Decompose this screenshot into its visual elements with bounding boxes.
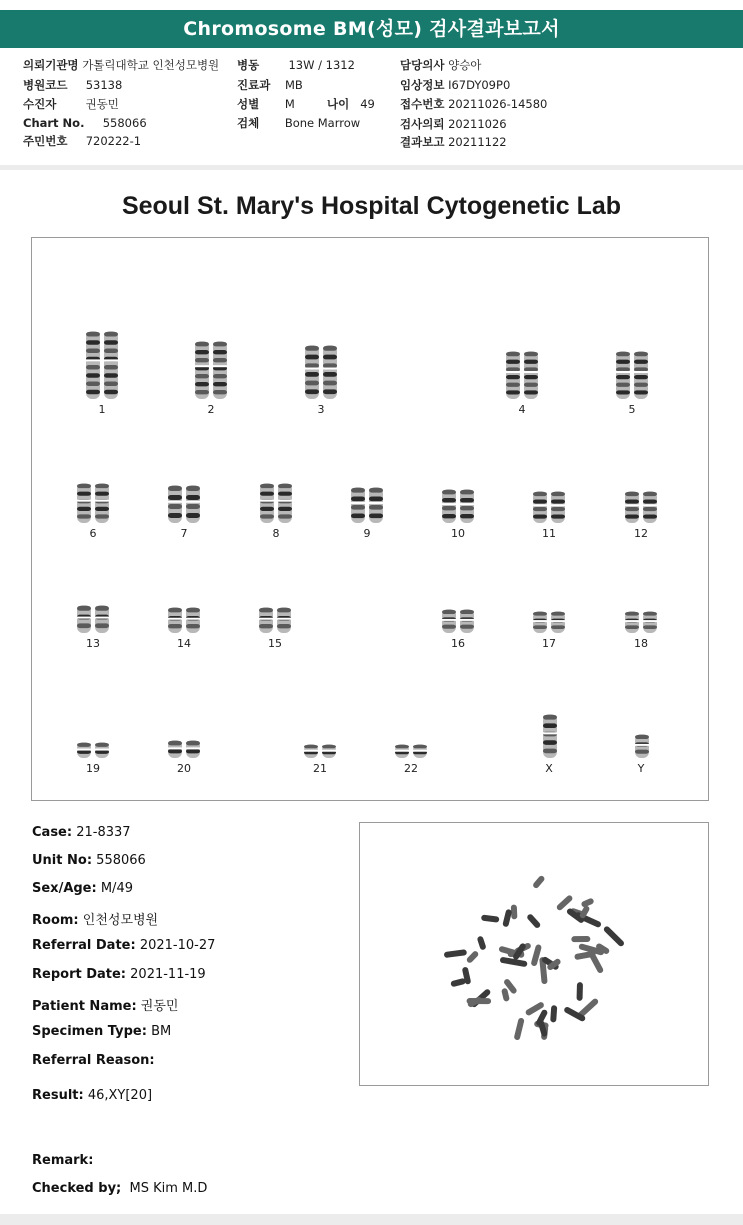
metaphase-chromosome bbox=[532, 875, 546, 890]
metaphase-chromosome bbox=[477, 935, 487, 950]
metaphase-chromosome bbox=[501, 988, 510, 1002]
field-patient-name: Patient Name: 권동민 bbox=[32, 999, 179, 1014]
chromosome-pair-5 bbox=[612, 350, 652, 400]
chromosome-pair-2 bbox=[191, 340, 231, 400]
field-room: Room: 인천성모병원 bbox=[32, 913, 159, 928]
chromosome-label-13: 13 bbox=[86, 637, 100, 650]
chromosome-label-4: 4 bbox=[518, 403, 526, 416]
chromosome-pair-13 bbox=[73, 604, 113, 634]
metaphase-chromosome bbox=[603, 925, 626, 947]
metaphase-spread bbox=[360, 823, 708, 1085]
info-request-date: 검사의뢰 20211026 bbox=[400, 117, 507, 131]
chromosome-label-19: 19 bbox=[86, 762, 100, 775]
metaphase-chromosome bbox=[466, 950, 480, 964]
report-title: Chromosome BM(성모) 검사결과보고서 bbox=[183, 18, 560, 40]
section-divider bbox=[0, 165, 743, 170]
chromosome-pair-4 bbox=[502, 350, 542, 400]
chromosome-label-8: 8 bbox=[272, 527, 280, 540]
lab-title: Seoul St. Mary's Hospital Cytogenetic Lab bbox=[121, 192, 622, 220]
chromosome-label-X: X bbox=[545, 762, 553, 775]
field-remark: Remark: bbox=[32, 1153, 94, 1168]
chromosome-label-2: 2 bbox=[207, 403, 215, 416]
field-specimen-type: Specimen Type: BM bbox=[32, 1024, 172, 1039]
info-ward: 병동 13W / 1312 bbox=[237, 58, 355, 72]
chromosome-pair-X bbox=[539, 713, 559, 759]
chromosome-pair-18 bbox=[621, 610, 661, 634]
chromosome-label-3: 3 bbox=[317, 403, 325, 416]
chromosome-pair-Y bbox=[631, 733, 651, 759]
chromosome-pair-3 bbox=[301, 344, 341, 400]
info-age: 나이 49 bbox=[327, 97, 375, 111]
chromosome-pair-14 bbox=[164, 606, 204, 634]
chromosome-pair-21 bbox=[300, 743, 340, 759]
chromosome-label-14: 14 bbox=[177, 637, 191, 650]
field-result: Result: 46,XY[20] bbox=[32, 1088, 153, 1103]
field-sex-age: Sex/Age: M/49 bbox=[32, 881, 133, 896]
chromosome-label-18: 18 bbox=[634, 637, 648, 650]
karyotype-panel bbox=[31, 237, 709, 801]
metaphase-chromosome bbox=[444, 949, 467, 958]
chromosome-pair-16 bbox=[438, 608, 478, 634]
metaphase-chromosome bbox=[526, 913, 541, 929]
metaphase-chromosome bbox=[502, 909, 512, 928]
chromosome-label-17: 17 bbox=[542, 637, 556, 650]
metaphase-chromosome bbox=[550, 1005, 557, 1022]
footer-band bbox=[0, 1214, 743, 1225]
info-clinical: 임상정보 I67DY09P0 bbox=[400, 78, 511, 92]
chromosome-label-10: 10 bbox=[451, 527, 465, 540]
metaphase-chromosome bbox=[450, 978, 466, 988]
field-case: Case: 21-8337 bbox=[32, 825, 131, 840]
chromosome-label-22: 22 bbox=[404, 762, 418, 775]
field-referral-date: Referral Date: 2021-10-27 bbox=[32, 938, 216, 953]
metaphase-chromosome bbox=[514, 1017, 525, 1040]
chromosome-label-6: 6 bbox=[89, 527, 97, 540]
chromosome-pair-17 bbox=[529, 610, 569, 634]
metaphase-image bbox=[359, 822, 709, 1086]
chromosome-pair-12 bbox=[621, 490, 661, 524]
chromosome-pair-11 bbox=[529, 490, 569, 524]
chromosome-label-7: 7 bbox=[180, 527, 188, 540]
metaphase-chromosome bbox=[481, 915, 500, 923]
info-department: 진료과 MB bbox=[237, 78, 303, 92]
info-chart-no: Chart No. 558066 bbox=[23, 116, 147, 130]
chromosome-pair-1 bbox=[82, 330, 122, 400]
chromosome-label-12: 12 bbox=[634, 527, 648, 540]
metaphase-chromosome bbox=[511, 904, 518, 919]
chromosome-pair-15 bbox=[255, 606, 295, 634]
info-report-date: 결과보고 20211122 bbox=[400, 135, 507, 149]
info-doctor: 담당의사 양승아 bbox=[400, 58, 482, 72]
chromosome-pair-7 bbox=[164, 484, 204, 524]
metaphase-chromosome bbox=[571, 936, 590, 942]
chromosome-pair-9 bbox=[347, 486, 387, 524]
field-checked-by: Checked by; MS Kim M.D bbox=[32, 1181, 208, 1196]
chromosome-pair-20 bbox=[164, 739, 204, 759]
field-referral-reason: Referral Reason: bbox=[32, 1053, 155, 1068]
chromosome-pair-8 bbox=[256, 482, 296, 524]
chromosome-label-20: 20 bbox=[177, 762, 191, 775]
field-report-date: Report Date: 2021-11-19 bbox=[32, 967, 206, 982]
chromosome-label-21: 21 bbox=[313, 762, 327, 775]
info-resident-no: 주민번호 720222-1 bbox=[23, 134, 142, 148]
chromosome-label-16: 16 bbox=[451, 637, 465, 650]
chromosome-pair-22 bbox=[391, 743, 431, 759]
metaphase-chromosome bbox=[577, 982, 583, 1001]
info-sex: 성별 M bbox=[237, 97, 295, 111]
chromosome-label-9: 9 bbox=[363, 527, 371, 540]
field-unit-no: Unit No: 558066 bbox=[32, 853, 146, 868]
chromosome-label-Y: Y bbox=[637, 762, 645, 775]
chromosome-label-1: 1 bbox=[98, 403, 106, 416]
info-hospital-code: 병원코드 53138 bbox=[23, 78, 123, 92]
chromosome-pair-19 bbox=[73, 741, 113, 759]
info-patient: 수진자 권동민 bbox=[23, 97, 119, 111]
info-receipt-no: 접수번호 20211026-14580 bbox=[400, 97, 548, 111]
chromosome-label-11: 11 bbox=[542, 527, 556, 540]
info-hospital: 의뢰기관명 가톨릭대학교 인천성모병원 bbox=[23, 58, 220, 72]
chromosome-pair-10 bbox=[438, 488, 478, 524]
chromosome-label-15: 15 bbox=[268, 637, 282, 650]
info-specimen: 검체 Bone Marrow bbox=[237, 116, 361, 130]
chromosome-label-5: 5 bbox=[628, 403, 636, 416]
chromosome-pair-6 bbox=[73, 482, 113, 524]
